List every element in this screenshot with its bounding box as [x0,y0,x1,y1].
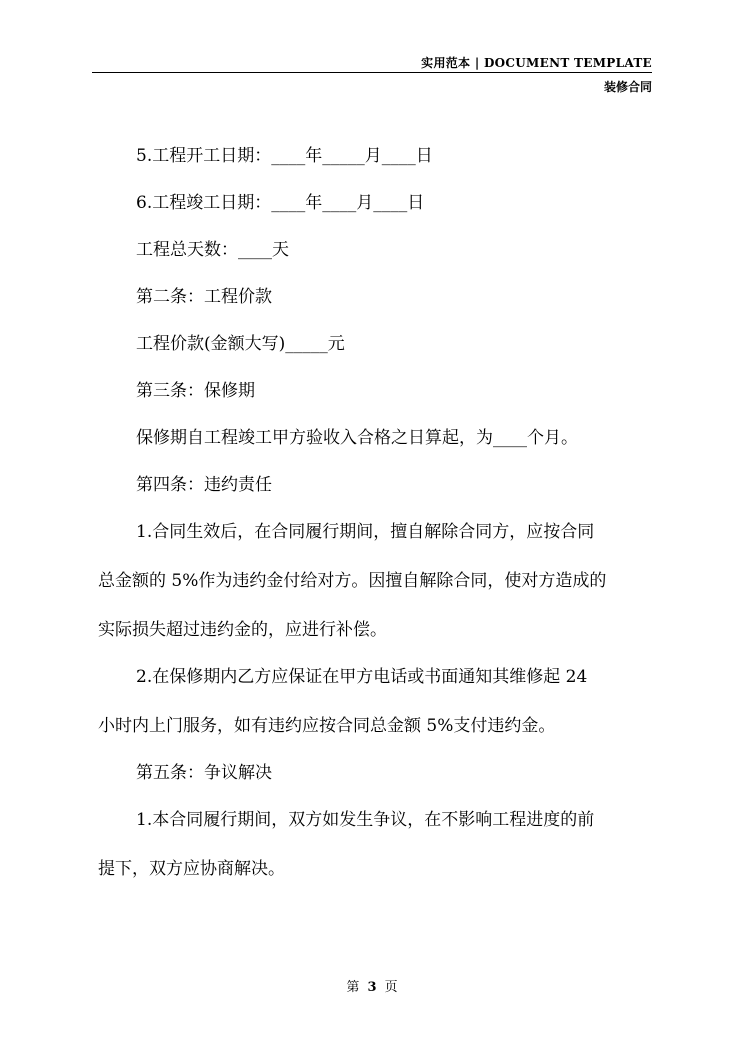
clause-completion-date: 6.工程竣工日期：____年____月____日 [136,193,425,213]
page-suffix: 页 [384,980,398,995]
clause-contract-price: 工程价款(金额大写)_____元 [136,334,345,354]
clause-breach-2-line-1: 2.在保修期内乙方应保证在甲方电话或书面通知其维修起 24 [136,667,588,687]
article-2-heading: 第二条：工程价款 [136,287,272,307]
header-document-title: 装修合同 [603,80,652,94]
document-body [98,142,652,902]
clause-dispute-1-line-2: 提下，双方应协商解决。 [98,859,285,879]
clause-breach-2-line-2: 小时内上门服务，如有违约应按合同总金额 5%支付违约金。 [98,716,556,736]
article-5-heading: 第五条：争议解决 [136,763,272,783]
clause-breach-1-line-3: 实际损失超过违约金的，应进行补偿。 [98,620,387,640]
article-3-heading: 第三条：保修期 [136,381,255,401]
article-4-heading: 第四条：违约责任 [136,475,272,495]
header-rule [92,72,652,73]
clause-dispute-1-line-1: 1.本合同履行期间，双方如发生争议，在不影响工程进度的前 [136,810,595,830]
clause-breach-1-line-1: 1.合同生效后，在合同履行期间，擅自解除合同方，应按合同 [136,522,595,542]
clause-breach-1-line-2: 总金额的 5%作为违约金付给对方。因擅自解除合同，使对方造成的 [98,571,607,591]
clause-warranty-period: 保修期自工程竣工甲方验收入合格之日算起，为____个月。 [136,428,578,448]
clause-total-days: 工程总天数：____天 [136,240,289,260]
clause-start-date: 5.工程开工日期：____年_____月____日 [136,146,433,166]
page-number: 3 [367,980,377,995]
header-template-label: 实用范本 | DOCUMENT TEMPLATE [421,56,652,70]
page-prefix: 第 [346,980,360,995]
page-footer [0,976,744,995]
